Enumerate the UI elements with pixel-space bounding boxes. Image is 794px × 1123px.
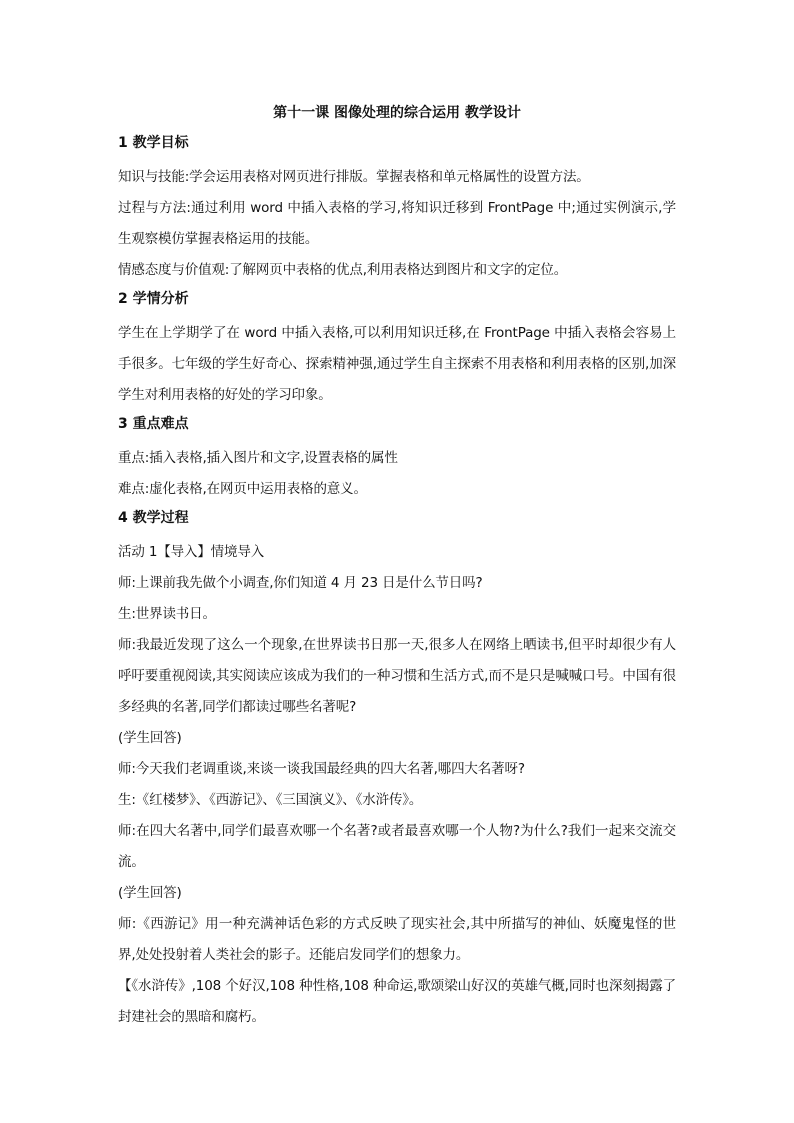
paragraph-teacher-question-2: 师:今天我们老调重谈,来谈一谈我国最经典的四大名著,哪四大名著呀?	[118, 761, 525, 777]
paragraph-student-response-2: (学生回答)	[118, 885, 182, 901]
section-heading-teaching-process: 4 教学过程	[118, 510, 189, 526]
paragraph-knowledge-skills: 知识与技能:学会运用表格对网页进行排版。掌握表格和单元格属性的设置方法。	[118, 169, 590, 185]
document-body	[118, 103, 676, 1033]
section-heading-learner-analysis: 2 学情分析	[118, 291, 189, 307]
paragraph-key-points: 重点:插入表格,插入图片和文字,设置表格的属性	[118, 450, 398, 466]
paragraph-process-methods: 过程与方法:通过利用 word 中插入表格的学习,将知识迁移到 FrontPage 中;通过实例演示,学生观察模仿掌握表格运用的技能。	[118, 200, 676, 247]
paragraph-student-answer-2: 生:《红楼梦》、《西游记》、《三国演义》、《水浒传》。	[118, 792, 423, 808]
document-title: 第十一课 图像处理的综合运用 教学设计	[273, 105, 521, 121]
paragraph-student-response-1: (学生回答)	[118, 730, 182, 746]
paragraph-teacher-journey-west: 师:《西游记》用一种充满神话色彩的方式反映了现实社会,其中所描写的神仙、妖魔鬼怪的世界,处处投射着人类社会的影子。还能启发同学们的想象力。	[118, 916, 676, 963]
paragraph-learner-analysis: 学生在上学期学了在 word 中插入表格,可以利用知识迁移,在 FrontPage 中插入表格会容易上手很多。七年级的学生好奇心、探索精神强,通过学生自主探索不用表格和利用表格的区别,加深学生对利用表格的好处的学习印象。	[118, 325, 676, 403]
section-heading-key-points: 3 重点难点	[118, 416, 189, 432]
paragraph-activity-intro: 活动 1【导入】情境导入	[118, 544, 265, 560]
paragraph-teacher-question-1: 师:上课前我先做个小调查,你们知道 4 月 23 日是什么节日吗?	[118, 575, 483, 591]
paragraph-attitudes-values: 情感态度与价值观:了解网页中表格的优点,利用表格达到图片和文字的定位。	[118, 262, 568, 278]
section-heading-objectives: 1 教学目标	[118, 135, 189, 151]
paragraph-student-answer-1: 生:世界读书日。	[118, 606, 216, 622]
paragraph-water-margin: 【《水浒传》,108 个好汉,108 种性格,108 种命运,歌颂梁山好汉的英雄气概,同时也深刻揭露了封建社会的黑暗和腐朽。	[118, 978, 676, 1025]
paragraph-teacher-question-3: 师:在四大名著中,同学们最喜欢哪一个名著?或者最喜欢哪一个人物?为什么?我们一起来交流交流。	[118, 823, 676, 870]
paragraph-difficult-points: 难点:虚化表格,在网页中运用表格的意义。	[118, 481, 367, 497]
paragraph-teacher-discussion-1: 师:我最近发现了这么一个现象,在世界读书日那一天,很多人在网络上晒读书,但平时却很少有人呼吁要重视阅读,其实阅读应该成为我们的一种习惯和生活方式,而不是只是喊喊口号。中国有很多经典的名著,同学们都读过哪些名著呢?	[118, 637, 676, 715]
